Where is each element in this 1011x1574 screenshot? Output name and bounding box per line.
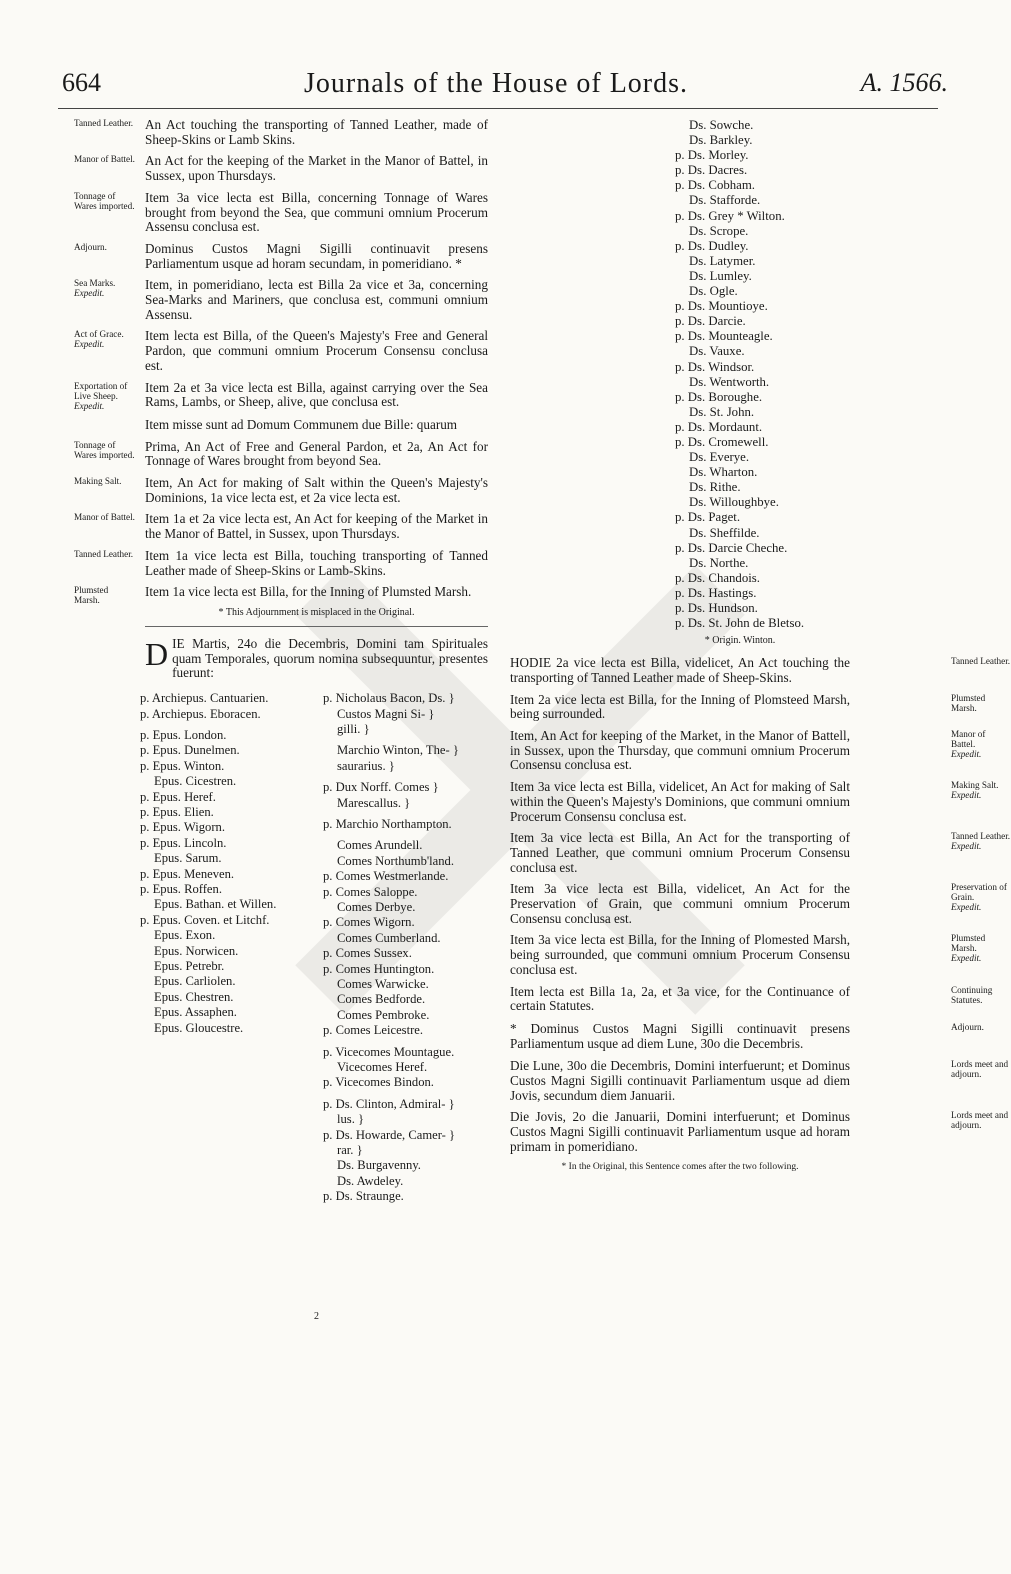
list-item: Epus. Exon. xyxy=(154,928,216,943)
entry-text: Item 1a vice lecta est Billa, touching transporting of Tanned Leather made of Sheep-Skins or Lamb-Skins. xyxy=(145,547,488,578)
list-item: p. Vicecomes Mountague. xyxy=(323,1044,455,1059)
entry-text: Item 2a et 3a vice lecta est Billa, against carrying over the Sea Rams, Lambs, or Sheep, alive, que conclusa est. xyxy=(145,379,488,410)
year: A. 1566. xyxy=(860,68,948,97)
list-item: p. Ds. Mordaunt. xyxy=(675,419,763,434)
entry-text: Item 3a vice lecta est Billa, videlicet, An Act for making of Salt within the Queen's Majesty's Dominions, que communi omnium Procerum Consensu conclusa est. xyxy=(510,779,850,824)
list-item: Epus. Carliolen. xyxy=(154,974,236,989)
list-item: p. Ds. Boroughe. xyxy=(675,389,763,404)
list-item: p. Epus. Dunelmen. xyxy=(140,743,240,758)
session-intro: DIE Martis, 24o die Decembris, Domini tam Spirituales quam Temporales, quorum nomina subsequuntur, presentes fuerunt: xyxy=(145,635,488,681)
list-item: p. Nicholaus Bacon, Ds. } xyxy=(323,691,455,706)
list-item: p. Ds. Cromewell. xyxy=(675,434,769,449)
lords-note: * Origin. Winton. xyxy=(704,635,776,647)
list-item: p. Comes Wigorn. xyxy=(323,915,415,930)
entry xyxy=(510,655,1011,685)
section-rule xyxy=(145,626,488,627)
list-item: Ds. Willoughbye. xyxy=(689,495,779,510)
entry-text: Die Jovis, 2o die Januarii, Domini interfuerunt; et Dominus Custos Magni Sigilli continuavit Parliamentum usque ad horam primam in pomeridiano. xyxy=(510,1109,850,1154)
list-item: p. Epus. Winton. xyxy=(140,758,225,773)
list-item: Ds. Scrope. xyxy=(689,223,749,238)
margin-note-status: Expedit. xyxy=(74,400,105,411)
entry xyxy=(74,328,488,373)
margin-note: Plumsted Marsh. xyxy=(951,692,986,713)
list-item: p. Ds. Straunge. xyxy=(323,1189,404,1204)
list-item: p. Ds. St. John de Bletso. xyxy=(675,616,805,631)
list-item: Epus. Petrebr. xyxy=(154,959,225,973)
list-item: Epus. Cicestren. xyxy=(154,774,237,789)
margin-note: Lords meet and adjourn. xyxy=(951,1110,1009,1131)
right-column xyxy=(510,118,1011,1178)
entry xyxy=(74,117,488,147)
list-item: p. Ds. Cobham. xyxy=(675,178,755,193)
margin-note-status: Expedit. xyxy=(951,749,982,759)
list-item: p. Epus. Roffen. xyxy=(140,881,222,896)
entry-text: * Dominus Custos Magni Sigilli continuavit presens Parliamentum usque ad diem Lune, 30o die Decembris. xyxy=(510,1020,850,1051)
list-item: Ds. Everye. xyxy=(689,450,750,465)
entry-text: Item 1a vice lecta est Billa, for the Inning of Plumsted Marsh. xyxy=(145,584,472,600)
left-footnote: * This Adjournment is misplaced in the Original. xyxy=(218,606,415,618)
margin-note: Plumsted Marsh. xyxy=(74,585,109,606)
margin-note: Exportation of Live Sheep. Expedit. xyxy=(74,381,136,411)
margin-note: Tanned Leather. Expedit. xyxy=(951,831,1011,852)
margin-note: Adjourn. xyxy=(951,1021,984,1032)
list-item: p. Ds. Darcie Cheche. xyxy=(675,540,788,555)
entry xyxy=(510,691,986,722)
entry xyxy=(145,418,488,433)
list-item: Marchio Winton, The- } xyxy=(337,743,459,758)
list-item: p. Ds. Howarde, Camer- } xyxy=(323,1127,456,1142)
list-item: p. Comes Sussex. xyxy=(323,946,412,961)
entry-text: Item, An Act for keeping of the Market, in the Manor of Battell, in Sussex, upon the Thursday, que communi omnium Procerum Consensu conclusa est. xyxy=(510,728,850,773)
margin-note-status: Expedit. xyxy=(951,902,982,913)
journal-title: Journals of the House of Lords. xyxy=(303,68,689,99)
entry xyxy=(74,277,488,322)
list-item: gilli. } xyxy=(337,721,370,736)
margin-note-status: Expedit. xyxy=(951,790,982,801)
entry xyxy=(74,438,488,469)
entry-text: Item misse sunt ad Domum Communem due Bille: quarum xyxy=(145,416,458,432)
entry xyxy=(74,240,488,271)
entry-text: Item 3a vice lecta est Billa, An Act for the transporting of Tanned Leather, que communi omnium Procerum Consensu conclusa est. xyxy=(510,830,850,875)
page-signature: 2 xyxy=(314,1311,319,1323)
list-item: Ds. Lumley. xyxy=(689,268,752,283)
right-footnote: * In the Original, this Sentence comes after the two following. xyxy=(561,1161,799,1172)
entry xyxy=(510,728,986,773)
running-header xyxy=(0,68,992,108)
right-entries xyxy=(510,655,1011,1154)
list-item: p. Marchio Northampton. xyxy=(323,816,452,831)
list-item: Ds. Latymer. xyxy=(689,253,756,268)
list-item: p. Archiepus. Cantuarien. xyxy=(140,691,269,706)
list-item: p. Ds. Mounteagle. xyxy=(675,329,773,344)
list-item: p. Comes Leicestre. xyxy=(323,1023,424,1038)
list-item: Epus. Assaphen. xyxy=(154,1005,237,1020)
list-item: Comes Warwicke. xyxy=(337,977,429,991)
entry-text: Item, in pomeridiano, lecta est Billa 2a vice et 3a, concerning Sea-Marks and Mariners, que conclusa est, communi omnium Assensu. xyxy=(145,277,488,322)
list-item: p. Vicecomes Bindon. xyxy=(323,1075,434,1090)
margin-note: Making Salt. Expedit. xyxy=(951,780,1011,800)
margin-note-status: Expedit. xyxy=(951,841,982,852)
margin-note-status: Expedit. xyxy=(951,953,982,964)
entry xyxy=(74,475,488,505)
entry xyxy=(74,153,488,184)
entry-text: An Act for the keeping of the Market in the Manor of Battel, in Sussex, upon Thursdays. xyxy=(145,153,488,184)
list-item: Comes Arundell. xyxy=(337,838,423,853)
entry-text: Item 3a vice lecta est Billa, concerning Tonnage of Wares brought from beyond the Sea, que communi omnium Procerum Assensu conclusa est. xyxy=(145,189,488,235)
entry xyxy=(510,830,1011,875)
entry xyxy=(510,1058,1009,1103)
list-item: Ds. Wentworth. xyxy=(689,374,770,389)
page-number: 664 xyxy=(62,68,101,97)
margin-note: Tonnage of Wares imported. xyxy=(74,439,135,460)
list-item: Custos Magni Si- } xyxy=(337,706,435,721)
margin-note: Tonnage of Wares imported. xyxy=(74,190,135,211)
margin-note-status: Expedit. xyxy=(74,288,105,299)
list-item: p. Ds. Hastings. xyxy=(675,585,757,600)
list-item: Epus. Norwicen. xyxy=(154,943,239,958)
list-item: p. Ds. Hundson. xyxy=(675,601,758,615)
list-item: p. Epus. Elien. xyxy=(140,804,214,819)
list-item: p. Ds. Dacres. xyxy=(675,163,748,178)
list-item: Ds. St. John. xyxy=(689,404,755,419)
list-item: Marescallus. } xyxy=(337,795,411,810)
entry xyxy=(510,779,999,824)
list-item: p. Ds. Grey * Wilton. xyxy=(675,208,785,223)
margin-note: Act of Grace. Expedit. xyxy=(74,329,136,349)
margin-note: Sea Marks. Expedit. xyxy=(74,278,136,298)
entry xyxy=(510,1109,1009,1154)
list-item: p. Epus. Coven. et Litchf. xyxy=(140,912,270,927)
margin-note: Manor of Battel. Expedit. xyxy=(951,729,1011,759)
entry xyxy=(510,1020,984,1051)
drop-cap: D xyxy=(145,635,169,672)
list-item: p. Dux Norff. Comes } xyxy=(323,780,439,795)
margin-note: Tanned Leather. xyxy=(74,548,134,559)
list-item: Epus. Bathan. et Willen. xyxy=(154,897,277,912)
entry xyxy=(74,511,488,542)
list-item: p. Comes Saloppe. xyxy=(323,884,418,899)
list-item: Epus. Sarum. xyxy=(154,851,222,866)
entry xyxy=(74,189,488,235)
margin-note: Adjourn. xyxy=(74,241,107,252)
list-item: Ds. Sowche. xyxy=(689,118,754,132)
temporal-lords xyxy=(323,691,493,1205)
entry-text: An Act touching the transporting of Tanned Leather, made of Sheep-Skins or Lamb Skins. xyxy=(145,117,488,147)
entry-text: Item 2a vice lecta est Billa, for the Inning of Plomsteed Marsh, being surrounded. xyxy=(510,691,850,722)
entry-text: Item 3a vice lecta est Billa, for the Inning of Plomested Marsh, being surrounded, que communi omnium Procerum Consensu conclusa est. xyxy=(510,932,850,977)
list-item: p. Ds. Chandois. xyxy=(675,570,760,585)
entry-text: Dominus Custos Magni Sigilli continuavit presens Parliamentum usque ad horam secundam, in pomeridiano. * xyxy=(145,240,488,271)
list-item: p. Epus. Wigorn. xyxy=(140,820,225,835)
left-column xyxy=(74,117,488,1323)
list-item: Epus. Chestren. xyxy=(154,989,234,1004)
list-item: p. Ds. Windsor. xyxy=(675,359,755,374)
list-item: Ds. Burgavenny. xyxy=(337,1158,421,1173)
entry-text: Item 3a vice lecta est Billa, videlicet, An Act for the Preservation of Grain, que communi omnium Procerum Consensu conclusa est. xyxy=(510,881,850,926)
margin-note: Manor of Battel. xyxy=(74,512,135,523)
margin-note: Continuing Statutes. xyxy=(951,984,993,1005)
list-item: p. Ds. Morley. xyxy=(675,148,749,163)
entry xyxy=(510,881,1007,926)
left-entries xyxy=(74,117,488,606)
list-item: Ds. Sheffilde. xyxy=(689,525,760,540)
list-item: p. Ds. Clinton, Admiral- } xyxy=(323,1096,455,1111)
margin-note: Lords meet and adjourn. xyxy=(951,1059,1009,1080)
list-item: Ds. Rithe. xyxy=(689,480,741,495)
spiritual-lords xyxy=(140,691,310,1036)
list-item: p. Ds. Paget. xyxy=(675,510,741,525)
list-item: Comes Cumberland. xyxy=(337,930,441,945)
list-item: p. Epus. London. xyxy=(140,727,227,742)
entry xyxy=(510,983,993,1014)
list-item: Comes Derbye. xyxy=(337,899,416,914)
list-item: p. Ds. Darcie. xyxy=(675,314,746,329)
list-item: saurarius. } xyxy=(337,758,395,773)
list-item: Ds. Barkley. xyxy=(689,133,753,148)
list-item: Epus. Gloucestre. xyxy=(154,1020,244,1035)
entry-text: Item 1a et 2a vice lecta est, An Act for keeping of the Market in the Manor of Battel, in Sussex, upon Thursdays. xyxy=(145,511,488,542)
list-item: Ds. Awdeley. xyxy=(337,1173,404,1188)
list-item: Vicecomes Heref. xyxy=(337,1060,428,1075)
entry-text: Item lecta est Billa, of the Queen's Majesty's Free and General Pardon, que communi omnium Procerum Consensu conclusa est. xyxy=(145,328,488,373)
list-item: Ds. Wharton. xyxy=(689,465,758,480)
entry-text: Prima, An Act of Free and General Pardon, et 2a, An Act for Tonnage of Wares brought from beyond Sea. xyxy=(145,438,488,469)
list-item: rar. } xyxy=(337,1143,363,1158)
entry-text: Item lecta est Billa 1a, 2a, et 3a vice, for the Continuance of certain Statutes. xyxy=(510,983,850,1014)
list-item: Comes Bedforde. xyxy=(337,992,426,1007)
list-item: Ds. Northe. xyxy=(689,555,749,570)
margin-note: Making Salt. xyxy=(74,476,122,487)
entry xyxy=(74,379,488,411)
list-item: p. Epus. Meneven. xyxy=(140,866,235,881)
margin-note-status: Expedit. xyxy=(74,339,105,350)
list-item: Comes Northumb'land. xyxy=(337,853,455,868)
margin-note: Tanned Leather. xyxy=(951,656,1011,667)
list-item: Ds. Vauxe. xyxy=(689,344,745,359)
list-item: p. Ds. Dudley. xyxy=(675,238,749,253)
list-item: p. Comes Westmerlande. xyxy=(323,869,449,884)
list-item: lus. } xyxy=(337,1112,365,1127)
margin-note: Plumsted Marsh. Expedit. xyxy=(951,933,1011,963)
entry xyxy=(510,932,986,977)
list-item: Ds. Stafforde. xyxy=(689,193,761,208)
list-item: p. Archiepus. Eboracen. xyxy=(140,706,261,721)
entry xyxy=(74,584,488,606)
entry-text: Die Lune, 30o die Decembris, Domini interfuerunt; et Dominus Custos Magni Sigilli continuavit Parliamentum usque ad diem Jovis, secundum diem Januarii. xyxy=(510,1058,850,1103)
margin-note: Preservation of Grain. Expedit. xyxy=(951,882,1011,912)
temporal-lords-continued xyxy=(510,118,850,631)
list-item: p. Comes Huntington. xyxy=(323,961,435,976)
list-item: p. Ds. Mountioye. xyxy=(675,299,768,314)
list-item: p. Epus. Lincoln. xyxy=(140,835,227,850)
header-rule xyxy=(58,108,938,109)
margin-note: Manor of Battel. xyxy=(74,154,135,165)
attendance-list xyxy=(140,691,488,1331)
entry-text: HODIE 2a vice lecta est Billa, videlicet, An Act touching the transporting of Tanned Leather made of Sheep-Skins. xyxy=(510,655,850,685)
list-item: Ds. Ogle. xyxy=(689,284,738,299)
entry-text: Item, An Act for making of Salt within the Queen's Majesty's Dominions, 1a vice lecta est, et 2a vice lecta est. xyxy=(145,475,488,505)
margin-note: Tanned Leather. xyxy=(74,118,134,128)
entry xyxy=(74,547,488,578)
list-item: p. Epus. Heref. xyxy=(140,789,216,804)
list-item: Comes Pembroke. xyxy=(337,1007,430,1022)
